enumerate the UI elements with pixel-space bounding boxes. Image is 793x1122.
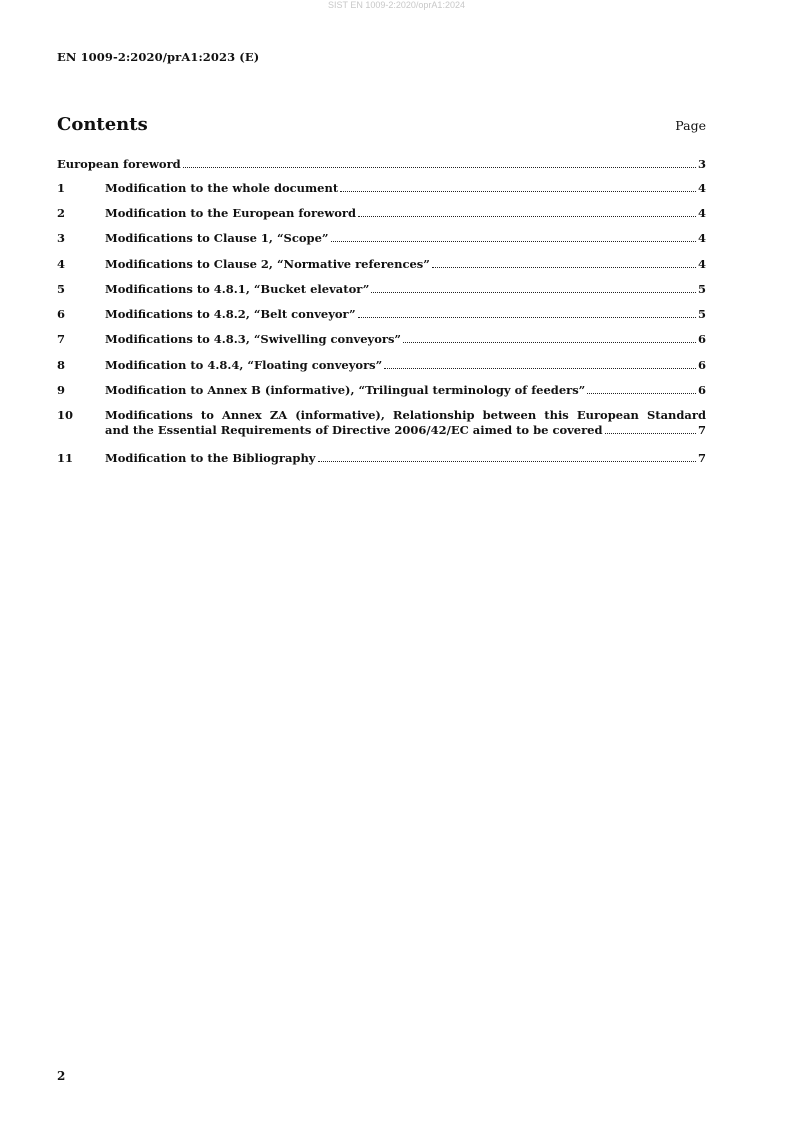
dot-leader [340, 181, 696, 192]
toc-entry-number: 6 [57, 307, 66, 321]
toc-entry-number: 9 [57, 383, 66, 397]
toc-entry-text-line2: and the Essential Requirements of Directive 2006/42/EC aimed to be covered [105, 423, 603, 437]
toc-entry-number: 5 [57, 282, 66, 296]
toc-entry-page: 7 [697, 451, 706, 465]
document-identifier: EN 1009-2:2020/prA1:2023 (E) [57, 50, 260, 64]
toc-entry-text: Modification to 4.8.4, “Floating conveyors” [105, 358, 383, 372]
dot-leader [331, 231, 696, 242]
toc-entry-page: 4 [697, 206, 706, 220]
toc-entry-number: 4 [57, 257, 66, 271]
toc-entry-number: 7 [57, 332, 66, 346]
toc-entry-text: Modification to Annex B (informative), “Trilingual terminology of feeders” [105, 383, 586, 397]
dot-leader [587, 383, 696, 394]
toc-entry-number: 10 [57, 408, 74, 422]
dot-leader [183, 157, 696, 168]
toc-entry-page: 4 [697, 231, 706, 245]
dot-leader [318, 451, 696, 462]
toc-entry-page: 3 [697, 157, 706, 171]
dot-leader [605, 423, 696, 434]
toc-entry-text-line1: Modifications to Annex ZA (informative), Relationship between this European Standard [105, 408, 706, 422]
dot-leader [371, 282, 696, 293]
toc-entry-number: 11 [57, 451, 74, 465]
dot-leader [358, 206, 696, 217]
dot-leader [403, 332, 696, 343]
toc-entry-number: 3 [57, 231, 66, 245]
toc-entry-text: Modifications to 4.8.1, “Bucket elevator” [105, 282, 370, 296]
page-number: 2 [57, 1069, 66, 1083]
toc-entry-page: 6 [697, 358, 706, 372]
toc-entry-text: Modifications to 4.8.2, “Belt conveyor” [105, 307, 356, 321]
toc-entry-text: Modification to the Bibliography [105, 451, 316, 465]
dot-leader [358, 307, 696, 318]
page-column-label: Page [675, 118, 706, 133]
toc-entry-page: 5 [697, 282, 706, 296]
toc-entry-text: Modification to the whole document [105, 181, 339, 195]
toc-entry-page: 4 [697, 181, 706, 195]
toc-entry-10[interactable] [57, 408, 706, 440]
dot-leader [384, 358, 696, 369]
toc-entry-number: 8 [57, 358, 66, 372]
toc-entry-page: 4 [697, 257, 706, 271]
toc-entry-page: 6 [697, 383, 706, 397]
toc-entry-text: Modification to the European foreword [105, 206, 357, 220]
toc-entry-text: Modifications to Clause 2, “Normative references” [105, 257, 430, 271]
toc-entry-number: 2 [57, 206, 66, 220]
toc-entry-number: 1 [57, 181, 66, 195]
contents-title: Contents [57, 114, 148, 135]
toc-entry-text: Modifications to Clause 1, “Scope” [105, 231, 329, 245]
toc-entry-text: Modifications to 4.8.3, “Swivelling conveyors” [105, 332, 402, 346]
dot-leader [432, 257, 696, 268]
toc-entry-page: 7 [697, 423, 706, 437]
toc-entry-page: 6 [697, 332, 706, 346]
toc-entry-text: European foreword [57, 157, 181, 171]
watermark: SIST EN 1009-2:2020/oprA1:2024 [328, 0, 465, 10]
toc-entry-page: 5 [697, 307, 706, 321]
